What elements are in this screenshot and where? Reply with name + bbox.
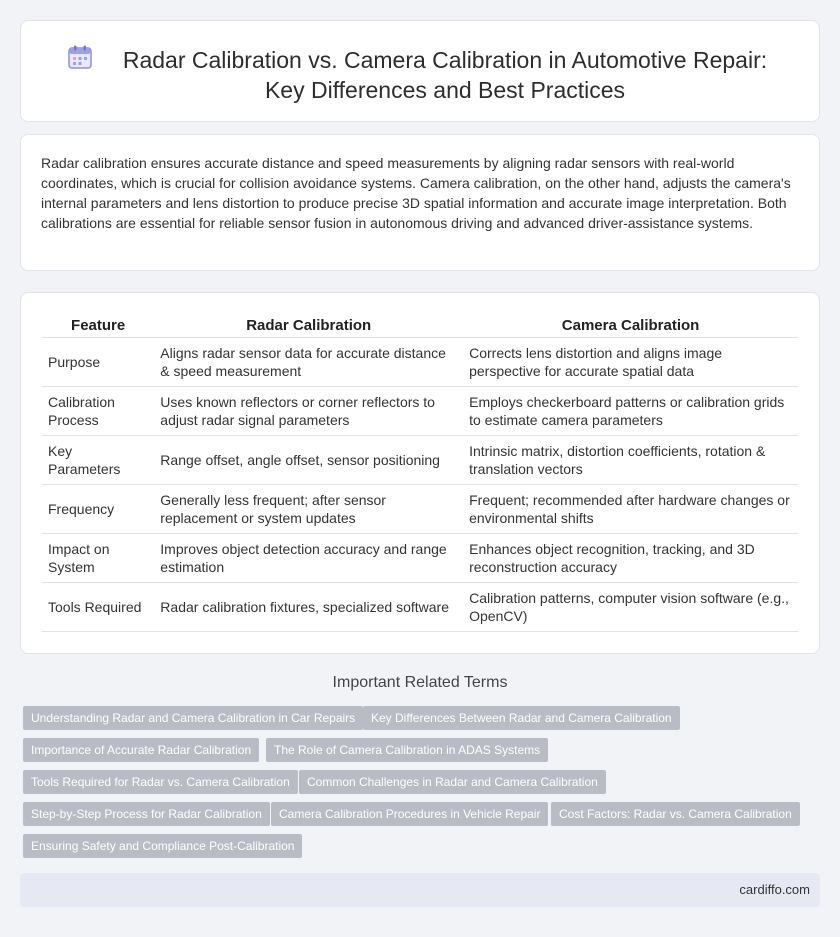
feature-cell: Tools Required (42, 583, 154, 632)
feature-cell: Key Parameters (42, 436, 154, 485)
related-term-tag[interactable]: Tools Required for Radar vs. Camera Calibration (23, 770, 298, 794)
table-row (42, 583, 798, 632)
related-term-tag[interactable]: Key Differences Between Radar and Camera Calibration (363, 706, 680, 730)
table-row (42, 485, 798, 534)
intro-card (20, 134, 820, 271)
related-term-tag[interactable]: Common Challenges in Radar and Camera Calibration (299, 770, 606, 794)
radar-cell: Radar calibration fixtures, specialized software (154, 583, 463, 632)
camera-cell: Enhances object recognition, tracking, and 3D reconstruction accuracy (463, 534, 798, 583)
camera-cell: Frequent; recommended after hardware changes or environmental shifts (463, 485, 798, 534)
radar-cell: Uses known reflectors or corner reflectors to adjust radar signal parameters (154, 387, 463, 436)
feature-cell: Purpose (42, 338, 154, 387)
header-camera: Camera Calibration (463, 313, 798, 338)
related-term-tag[interactable]: Importance of Accurate Radar Calibration (23, 738, 259, 762)
related-term-tag[interactable]: Camera Calibration Procedures in Vehicle Repair (271, 802, 548, 826)
related-term-tag[interactable]: Understanding Radar and Camera Calibration in Car Repairs (23, 706, 363, 730)
camera-cell: Intrinsic matrix, distortion coefficients, rotation & translation vectors (463, 436, 798, 485)
title-card (20, 20, 820, 122)
page-title: Radar Calibration vs. Camera Calibration in Automotive Repair: Key Differences and Best Practices (122, 47, 768, 103)
intro-paragraph: Radar calibration ensures accurate distance and speed measurements by aligning radar sensors with real-world coordinates, which is crucial for collision avoidance systems. Camera calibration, on the other hand, adjusts the camera's internal parameters and lens distortion to produce precise 3D spatial information and accurate image interpretation. Both calibrations are essential for reliable sensor fusion in autonomous driving and advanced driver-assistance systems. (41, 155, 791, 231)
camera-cell: Corrects lens distortion and aligns image perspective for accurate spatial data (463, 338, 798, 387)
related-term-tag[interactable]: Step-by-Step Process for Radar Calibration (23, 802, 270, 826)
comparison-table-card (20, 292, 820, 654)
related-term-tag[interactable]: The Role of Camera Calibration in ADAS Systems (266, 738, 548, 762)
table-row (42, 436, 798, 485)
table-row (42, 387, 798, 436)
table-row (42, 338, 798, 387)
related-term-tag[interactable]: Cost Factors: Radar vs. Camera Calibration (551, 802, 800, 826)
header-radar: Radar Calibration (154, 313, 463, 338)
comparison-table (42, 313, 798, 632)
feature-cell: Impact on System (42, 534, 154, 583)
footer-site-link[interactable]: cardiffo.com (739, 882, 810, 897)
camera-cell: Calibration patterns, computer vision software (e.g., OpenCV) (463, 583, 798, 632)
radar-cell: Generally less frequent; after sensor replacement or system updates (154, 485, 463, 534)
table-row (42, 534, 798, 583)
header-feature: Feature (42, 313, 154, 338)
radar-cell: Range offset, angle offset, sensor positioning (154, 436, 463, 485)
feature-cell: Frequency (42, 485, 154, 534)
related-term-tag[interactable]: Ensuring Safety and Compliance Post-Calibration (23, 834, 302, 858)
radar-cell: Improves object detection accuracy and range estimation (154, 534, 463, 583)
feature-cell: Calibration Process (42, 387, 154, 436)
table-header-row (42, 313, 798, 338)
camera-cell: Employs checkerboard patterns or calibration grids to estimate camera parameters (463, 387, 798, 436)
footer (20, 873, 820, 907)
related-terms-title: Important Related Terms (332, 674, 508, 691)
radar-cell: Aligns radar sensor data for accurate distance & speed measurement (154, 338, 463, 387)
